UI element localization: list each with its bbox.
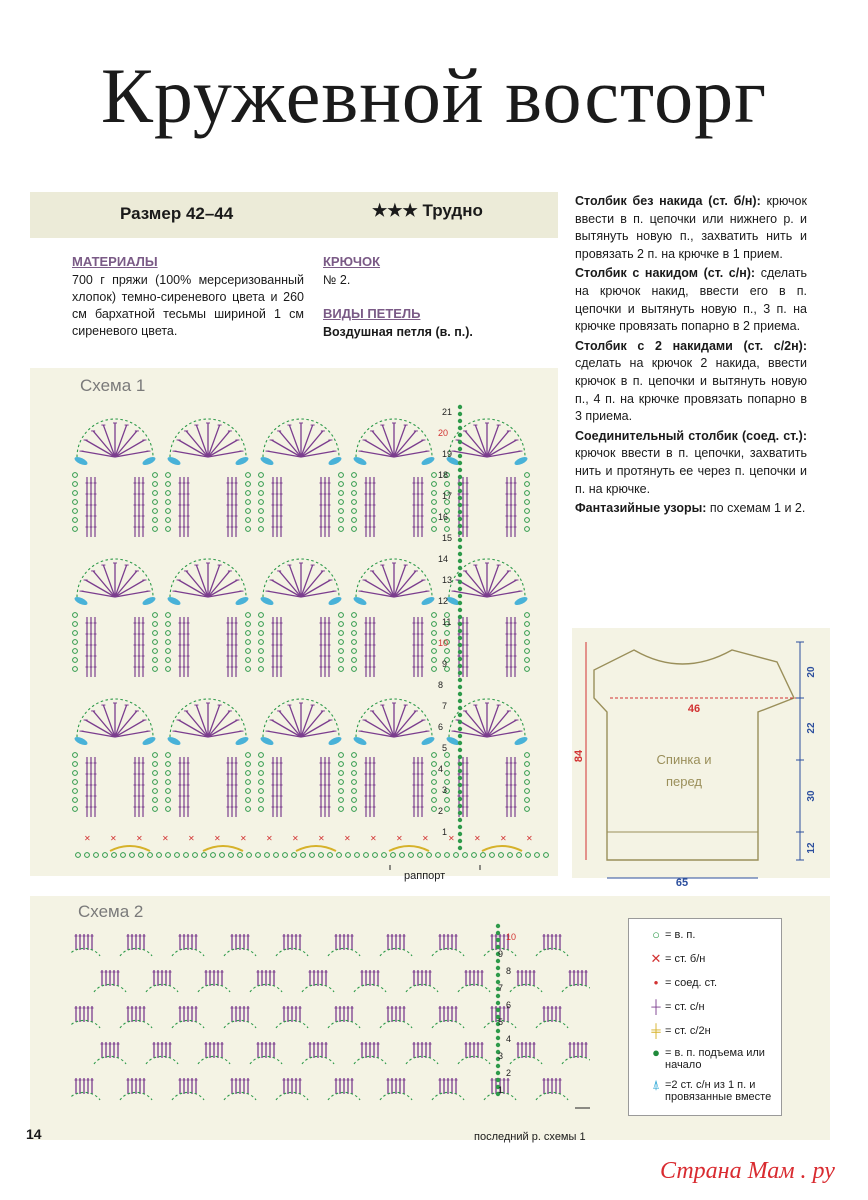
cluster-stitch — [234, 735, 249, 746]
cluster-stitch — [259, 595, 274, 606]
row-number: 2 — [438, 806, 444, 816]
stitch-column — [413, 617, 424, 677]
shell-motif — [536, 1006, 568, 1028]
stitch-column — [86, 477, 97, 537]
page-title: Кружевной восторг — [100, 52, 768, 139]
stitch-column — [272, 617, 283, 677]
svg-text:✕: ✕ — [474, 834, 481, 843]
chain-column — [432, 753, 437, 812]
cluster-stitch — [327, 735, 342, 746]
shell-motif — [276, 1006, 308, 1028]
shell-motif — [536, 1078, 568, 1100]
shell-motif — [198, 970, 230, 992]
chain-column — [432, 473, 437, 532]
shell-motif — [224, 934, 256, 956]
shell-motif — [328, 1006, 360, 1028]
stitch-column — [506, 757, 517, 817]
legend-symbol-icon: ╪ — [651, 1023, 661, 1038]
row-number: 6 — [506, 1000, 512, 1010]
cluster-stitch — [420, 735, 435, 746]
chain-column — [525, 613, 530, 672]
shell-motif — [380, 934, 412, 956]
shell-motif — [250, 970, 282, 992]
difficulty-label: Трудно — [422, 201, 483, 220]
width-bottom-label: 65 — [675, 877, 689, 889]
shell-motif — [562, 970, 590, 992]
fan-motif — [170, 419, 246, 457]
chain-column — [259, 613, 264, 672]
legend-text: =2 ст. с/н из 1 п. и провязанные вместе — [665, 1079, 772, 1103]
shell-motif — [276, 934, 308, 956]
cluster-stitch — [327, 595, 342, 606]
chain-column — [73, 753, 78, 812]
row-number: 12 — [438, 596, 449, 606]
stitch-name: Фантазийные узоры: — [575, 501, 707, 516]
shell-motif — [458, 970, 490, 992]
svg-text:✕: ✕ — [422, 834, 429, 843]
stitch-column — [320, 617, 331, 677]
cluster-stitch — [73, 455, 88, 466]
foundation-row — [76, 834, 549, 857]
row-number: 11 — [442, 617, 452, 627]
garment-label: Спинка и перед — [656, 752, 712, 789]
shell-motif — [354, 970, 386, 992]
chain-column — [246, 473, 251, 532]
chain-column — [166, 473, 171, 532]
chain-column — [339, 613, 344, 672]
shell-motif — [172, 1006, 204, 1028]
stitch-column — [227, 617, 238, 677]
stitch-column — [272, 757, 283, 817]
stitch-text: по схемам 1 и 2. — [706, 501, 806, 516]
row-number: 18 — [438, 470, 449, 480]
difficulty-stars-icon: ★★★ — [372, 201, 418, 220]
cluster-stitch — [166, 455, 181, 466]
stitch-name: Столбик с 2 накидами (ст. с/2н): — [575, 338, 807, 353]
shell-motif — [302, 970, 334, 992]
row-number: 3 — [498, 1051, 504, 1061]
height-total-label: 84 — [573, 749, 585, 763]
chain-column — [259, 473, 264, 532]
stitch-item — [575, 193, 807, 263]
shell-motif — [224, 1078, 256, 1100]
shell-motif — [458, 1042, 490, 1064]
stitch-column — [320, 757, 331, 817]
cluster-stitch — [166, 595, 181, 606]
cluster-stitch — [420, 455, 435, 466]
shell-motif — [94, 1042, 126, 1064]
chain-column — [259, 753, 264, 812]
chain-column — [339, 753, 344, 812]
shell-motif — [94, 970, 126, 992]
row-number: 17 — [442, 491, 453, 501]
stitch-column — [227, 757, 238, 817]
svg-text:✕: ✕ — [526, 834, 533, 843]
shell-motif — [432, 1078, 464, 1100]
stitch-column — [179, 617, 190, 677]
symbol-legend — [628, 918, 782, 1116]
svg-text:✕: ✕ — [110, 834, 117, 843]
row-number: 1 — [498, 1085, 504, 1095]
svg-text:✕: ✕ — [448, 834, 455, 843]
width-top-label: 46 — [687, 703, 701, 715]
fan-motif — [263, 699, 339, 737]
legend-text: = в. п. подъема или начало — [665, 1047, 765, 1071]
row-number: 3 — [442, 785, 448, 795]
row-number: 7 — [498, 983, 504, 993]
shell-motif — [406, 970, 438, 992]
shell-motif — [250, 1042, 282, 1064]
stitch-text: сделать на крючок накид, ввести его в п. цепочки и вытянуть новую п., 3 п. на крючке провязать попарно в 2 приема. — [575, 266, 807, 334]
scheme2-crochet-chart — [70, 920, 590, 1120]
chain-column — [445, 753, 450, 812]
row-number: 1 — [442, 827, 448, 837]
height-segment-label: 22 — [806, 722, 817, 734]
materials-text: 700 г пряжи (100% мерсеризованный хлопок) темно-сиреневого цвета и 260 см бархатной тесьмы шириной 1 см сиреневого цвета. — [72, 273, 304, 338]
shell-motif — [380, 1078, 412, 1100]
chain-column — [352, 473, 357, 532]
shell-motif — [536, 934, 568, 956]
legend-text: = в. п. — [665, 929, 696, 941]
garment-schematic — [572, 628, 830, 890]
shell-motif — [224, 1006, 256, 1028]
svg-text:✕: ✕ — [500, 834, 507, 843]
row-number: 10 — [438, 638, 449, 648]
chain-column — [246, 613, 251, 672]
chain-column — [246, 753, 251, 812]
size-label: Размер 42–44 — [120, 204, 234, 223]
svg-text:✕: ✕ — [136, 834, 143, 843]
stitch-text: сделать на крючок 2 накида, ввести крючок в п. цепочки и вытянуть новую п., 4 п. на крючке провязать попарно в 3 приема. — [575, 356, 807, 424]
legend-text: = соед. ст. — [665, 977, 718, 989]
fan-motif — [356, 559, 432, 597]
shell-motif — [172, 1078, 204, 1100]
cluster-stitch — [352, 735, 367, 746]
cluster-stitch — [327, 455, 342, 466]
shell-motif — [70, 1078, 100, 1100]
fan-motif — [356, 419, 432, 457]
stitch-column — [506, 477, 517, 537]
legend-symbol-icon: ⍋ — [652, 1077, 660, 1092]
chain-column — [153, 753, 158, 812]
shell-motif — [302, 1042, 334, 1064]
legend-symbol-icon: ┼ — [651, 999, 661, 1014]
shell-motif — [562, 1042, 590, 1064]
scheme1-crochet-chart — [70, 395, 560, 870]
row-number: 21 — [442, 407, 453, 417]
stitch-column — [272, 477, 283, 537]
stitch-name: Столбик с накидом (ст. с/н): — [575, 266, 756, 281]
chain-column — [153, 473, 158, 532]
fan-motif — [77, 419, 153, 457]
legend-symbol-icon: ● — [652, 1045, 660, 1060]
stitch-item — [575, 500, 807, 518]
svg-text:✕: ✕ — [214, 834, 221, 843]
fan-motif — [263, 419, 339, 457]
row-number: 5 — [498, 1017, 504, 1027]
cluster-stitch — [234, 595, 249, 606]
svg-text:✕: ✕ — [188, 834, 195, 843]
legend-symbol-icon: ✕ — [650, 951, 662, 966]
svg-text:✕: ✕ — [266, 834, 273, 843]
cluster-stitch — [141, 455, 156, 466]
stitch-column — [134, 617, 145, 677]
shell-motif — [432, 934, 464, 956]
cluster-stitch — [234, 455, 249, 466]
fan-motif — [449, 419, 525, 457]
row-number: 6 — [438, 722, 444, 732]
stitch-column — [506, 617, 517, 677]
cluster-stitch — [73, 595, 88, 606]
stitch-column — [320, 477, 331, 537]
shell-motif — [146, 970, 178, 992]
svg-text:✕: ✕ — [370, 834, 377, 843]
row-number: 7 — [442, 701, 448, 711]
stitch-column — [227, 477, 238, 537]
stitch-item — [575, 338, 807, 426]
fan-motif — [77, 559, 153, 597]
stitch-column — [134, 477, 145, 537]
shell-motif — [146, 1042, 178, 1064]
row-number: 15 — [442, 533, 453, 543]
height-segment-label: 30 — [806, 790, 817, 802]
stitch-column — [365, 757, 376, 817]
last-row-arrow — [575, 1108, 590, 1118]
rapport-label: раппорт — [404, 870, 446, 882]
stitch-item — [575, 265, 807, 335]
hook-heading: КРЮЧОК — [323, 254, 381, 269]
svg-text:✕: ✕ — [396, 834, 403, 843]
svg-text:✕: ✕ — [344, 834, 351, 843]
chain-column — [352, 753, 357, 812]
watermark-logo: Страна Мам . ру — [660, 1158, 835, 1184]
shell-motif — [510, 970, 542, 992]
cluster-stitch — [141, 735, 156, 746]
shell-motif — [406, 1042, 438, 1064]
shell-motif — [172, 934, 204, 956]
loop-types-heading: ВИДЫ ПЕТЕЛЬ — [323, 306, 421, 321]
chain-column — [525, 753, 530, 812]
row-number: 5 — [442, 743, 448, 753]
stitch-column — [86, 617, 97, 677]
stitch-name: Соединительный столбик (соед. ст.): — [575, 428, 807, 443]
shell-motif — [70, 934, 100, 956]
svg-text:✕: ✕ — [292, 834, 299, 843]
fan-motif — [356, 699, 432, 737]
cluster-stitch — [420, 595, 435, 606]
stitch-column — [413, 477, 424, 537]
stitch-column — [134, 757, 145, 817]
shell-motif — [198, 1042, 230, 1064]
row-number: 16 — [438, 512, 449, 522]
shell-motif — [510, 1042, 542, 1064]
cluster-stitch — [259, 455, 274, 466]
row-number: 10 — [506, 932, 517, 942]
scheme1-title: Схема 1 — [80, 376, 146, 395]
legend-text: = ст. б/н — [665, 953, 706, 965]
fan-motif — [263, 559, 339, 597]
chain-column — [445, 473, 450, 532]
svg-text:✕: ✕ — [84, 834, 91, 843]
cluster-stitch — [513, 735, 528, 746]
fan-motif — [77, 699, 153, 737]
chain-column — [166, 613, 171, 672]
stitch-text: крючок ввести в п. цепочки или нижнего р. и вытянуть новую п., захватить нить и провязать 2 п. на крючке в 1 прием. — [575, 194, 807, 261]
stitch-text: крючок ввести в п. цепочки, захватить нить и протянуть ее через п. цепочки и п. на крючке. — [575, 446, 807, 496]
shell-motif — [354, 1042, 386, 1064]
hook-text: № 2. — [323, 273, 351, 287]
stitch-column — [365, 617, 376, 677]
stitch-column — [179, 477, 190, 537]
height-segment-label: 12 — [806, 842, 817, 854]
shell-motif — [120, 934, 152, 956]
row-number: 9 — [442, 659, 448, 669]
chain-column — [73, 613, 78, 672]
loop-types-text: Воздушная петля (в. п.). — [323, 325, 473, 339]
row-number: 13 — [442, 575, 453, 585]
row-number: 14 — [438, 554, 449, 564]
cluster-stitch — [259, 735, 274, 746]
chain-column — [73, 473, 78, 532]
cluster-stitch — [73, 735, 88, 746]
fan-motif — [449, 699, 525, 737]
shell-motif — [120, 1006, 152, 1028]
shell-motif — [276, 1078, 308, 1100]
cluster-stitch — [513, 595, 528, 606]
row-number: 8 — [438, 680, 444, 690]
row-number: 9 — [498, 949, 504, 959]
chain-column — [153, 613, 158, 672]
stitch-column — [365, 477, 376, 537]
legend-text: = ст. с/2н — [665, 1025, 711, 1037]
last-row-label: последний р. схемы 1 — [474, 1131, 586, 1143]
cluster-stitch — [141, 595, 156, 606]
fan-motif — [170, 559, 246, 597]
stitch-item — [575, 428, 807, 498]
cluster-stitch — [352, 595, 367, 606]
stitch-descriptions — [575, 193, 807, 520]
shell-motif — [380, 1006, 412, 1028]
stitch-column — [179, 757, 190, 817]
chain-column — [525, 473, 530, 532]
stitch-name: Столбик без накида (ст. б/н): — [575, 194, 761, 208]
row-number: 4 — [506, 1034, 512, 1044]
difficulty — [372, 201, 483, 221]
svg-text:✕: ✕ — [318, 834, 325, 843]
shell-motif — [432, 1006, 464, 1028]
shell-motif — [70, 1006, 100, 1028]
chain-column — [166, 753, 171, 812]
shell-motif — [328, 934, 360, 956]
page-number: 14 — [26, 1126, 42, 1142]
chain-column — [339, 473, 344, 532]
stitch-column — [86, 757, 97, 817]
shell-motif — [328, 1078, 360, 1100]
cluster-stitch — [166, 735, 181, 746]
row-number: 2 — [506, 1068, 512, 1078]
row-number: 19 — [442, 449, 453, 459]
scheme2-row-labels — [498, 932, 516, 1095]
fan-motif — [449, 559, 525, 597]
materials-heading: МАТЕРИАЛЫ — [72, 254, 158, 269]
chain-column — [432, 613, 437, 672]
chain-column — [352, 613, 357, 672]
stitch-column — [413, 757, 424, 817]
shell-motif — [120, 1078, 152, 1100]
svg-text:✕: ✕ — [162, 834, 169, 843]
cluster-stitch — [513, 455, 528, 466]
legend-text: = ст. с/н — [665, 1001, 705, 1013]
fan-motif — [170, 699, 246, 737]
cluster-stitch — [352, 455, 367, 466]
svg-text:✕: ✕ — [240, 834, 247, 843]
height-segment-label: 20 — [806, 666, 817, 678]
row-number: 4 — [438, 764, 444, 774]
legend-symbol-icon: ○ — [652, 927, 660, 942]
row-number: 8 — [506, 966, 512, 976]
scheme2-title: Схема 2 — [78, 902, 144, 921]
row-number: 20 — [438, 428, 449, 438]
legend-symbol-icon: • — [653, 975, 659, 990]
